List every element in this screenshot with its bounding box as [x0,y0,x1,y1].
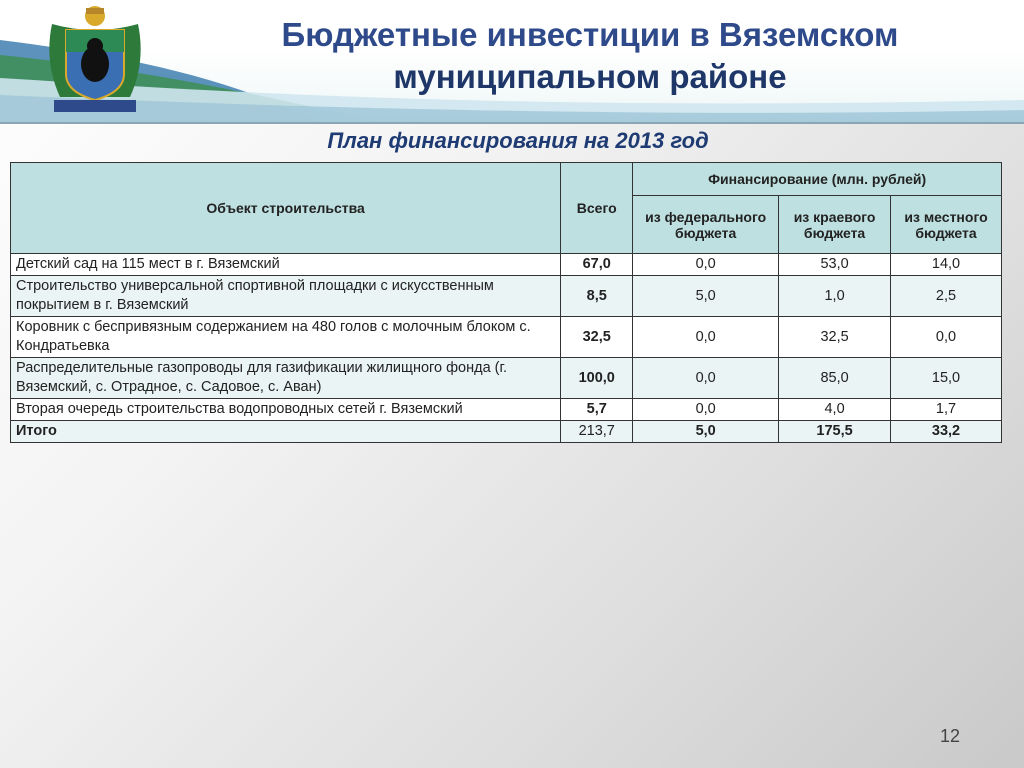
row-regional: 53,0 [779,254,891,276]
row-object: Вторая очередь строительства водопроводных сетей г. Вяземский [11,399,561,421]
slide-title [200,14,980,98]
row-object: Распределительные газопроводы для газификации жилищного фонда (г. Вяземский, с. Отрадное, с. Садовое, с. Аван) [11,358,561,399]
total-sum: 213,7 [561,421,633,443]
coat-of-arms-emblem-icon [40,2,150,120]
header-federal: из федерального бюджета [633,196,779,254]
row-object: Коровник с беспривязным содержанием на 480 голов с молочным блоком с. Кондратьевка [11,317,561,358]
row-total: 8,5 [561,276,633,317]
table-row [11,399,1002,421]
header-regional: из краевого бюджета [779,196,891,254]
row-regional: 85,0 [779,358,891,399]
row-local: 0,0 [891,317,1002,358]
row-local: 14,0 [891,254,1002,276]
table-row [11,276,1002,317]
header-financing: Финансирование (млн. рублей) [633,163,1002,196]
row-object: Строительство универсальной спортивной площадки с искусственным покрытием в г. Вяземский [11,276,561,317]
total-row [11,421,1002,443]
row-local: 15,0 [891,358,1002,399]
slide-header [0,0,1024,124]
title-line-2: муниципальном районе [393,58,787,95]
row-total: 32,5 [561,317,633,358]
title-line-1: Бюджетные инвестиции в Вяземском [281,16,899,53]
header-object: Объект строительства [11,163,561,254]
row-regional: 4,0 [779,399,891,421]
row-federal: 0,0 [633,358,779,399]
total-local: 33,2 [891,421,1002,443]
table-row [11,358,1002,399]
row-total: 67,0 [561,254,633,276]
table-row [11,254,1002,276]
row-total: 5,7 [561,399,633,421]
table-row [11,317,1002,358]
total-regional: 175,5 [779,421,891,443]
header-total: Всего [561,163,633,254]
row-local: 1,7 [891,399,1002,421]
row-regional: 32,5 [779,317,891,358]
row-local: 2,5 [891,276,1002,317]
header-local: из местного бюджета [891,196,1002,254]
row-object: Детский сад на 115 мест в г. Вяземский [11,254,561,276]
row-federal: 5,0 [633,276,779,317]
row-total: 100,0 [561,358,633,399]
table-subtitle: План финансирования на 2013 год [327,128,709,153]
total-federal: 5,0 [633,421,779,443]
row-federal: 0,0 [633,254,779,276]
row-federal: 0,0 [633,399,779,421]
financing-table [10,162,1002,443]
page-number: 12 [940,726,961,746]
total-label: Итого [11,421,561,443]
row-federal: 0,0 [633,317,779,358]
row-regional: 1,0 [779,276,891,317]
